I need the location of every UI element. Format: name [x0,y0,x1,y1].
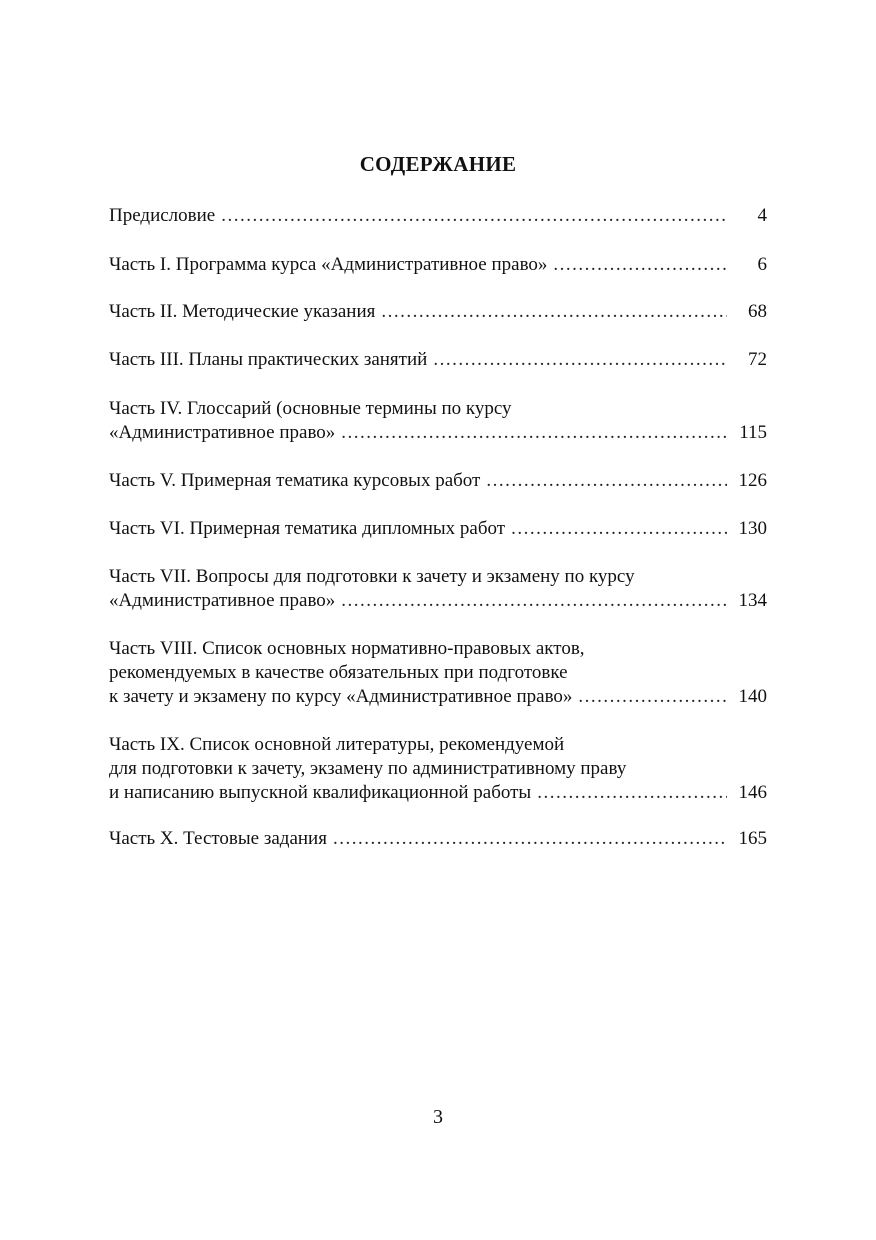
toc-entry-title-line: рекомендуемых в качестве обязательных при подготовке [109,662,568,683]
toc-page-number: 4 [757,205,767,226]
toc-entry-title: Предисловие [109,205,216,226]
dot-leader [333,827,727,851]
toc-entry[interactable] [109,565,767,613]
toc-entry[interactable] [109,300,767,324]
dot-leader [553,253,727,277]
toc-entry-title: Часть III. Планы практических занятий [109,349,428,370]
toc-page-number: 134 [738,590,767,611]
toc-entry[interactable] [109,637,767,709]
toc-entry[interactable] [109,397,767,445]
toc-page-number: 126 [738,470,767,491]
toc-entry-title: Часть VI. Примерная тематика дипломных работ [109,518,506,539]
toc-page-number: 140 [738,686,767,707]
toc-entry-title-line: «Административное право» [109,590,336,611]
page-number: 3 [433,1106,443,1128]
toc-page-number: 72 [748,349,767,370]
toc-entry[interactable] [109,517,767,541]
toc-entry[interactable] [109,733,767,805]
dot-leader [341,421,727,445]
toc-entry[interactable] [109,204,767,228]
toc-entry-title-line: и написанию выпускной квалификационной работы [109,782,532,803]
toc-page-number: 165 [738,828,767,849]
dot-leader [433,348,727,372]
toc-page-number: 68 [748,301,767,322]
toc-entry[interactable] [109,253,767,277]
toc-entry-title-line: Часть VII. Вопросы для подготовки к зачету и экзамену по курсу [109,566,635,587]
toc-page-number: 130 [738,518,767,539]
dot-leader [341,589,727,613]
page-title: СОДЕРЖАНИЕ [359,152,517,176]
toc-entry[interactable] [109,348,767,372]
dot-leader [578,685,727,709]
toc-entry-title: Часть V. Примерная тематика курсовых работ [109,470,481,491]
toc-page-number: 115 [739,422,767,443]
toc-entry[interactable] [109,827,767,851]
toc-entry-title-line: к зачету и экзамену по курсу «Административное право» [109,686,573,707]
dot-leader [221,204,727,228]
dot-leader [537,781,727,805]
toc-entry-title-line: «Административное право» [109,422,336,443]
dot-leader [511,517,727,541]
toc-entry-title: Часть X. Тестовые задания [109,828,327,849]
toc-entry-title-line: для подготовки к зачету, экзамену по административному праву [109,758,627,779]
toc-entry-title-line: Часть IV. Глоссарий (основные термины по курсу [109,398,512,419]
toc-page-number: 146 [738,782,767,803]
toc-page-number: 6 [757,254,767,275]
toc-entry-title: Часть II. Методические указания [109,301,376,322]
toc-entry-title: Часть I. Программа курса «Административное право» [109,254,548,275]
toc-entry[interactable] [109,469,767,493]
dot-leader [381,300,727,324]
dot-leader [486,469,727,493]
toc-entry-title-line: Часть VIII. Список основных нормативно-правовых актов, [109,638,585,659]
toc-entry-title-line: Часть IX. Список основной литературы, рекомендуемой [109,734,565,755]
